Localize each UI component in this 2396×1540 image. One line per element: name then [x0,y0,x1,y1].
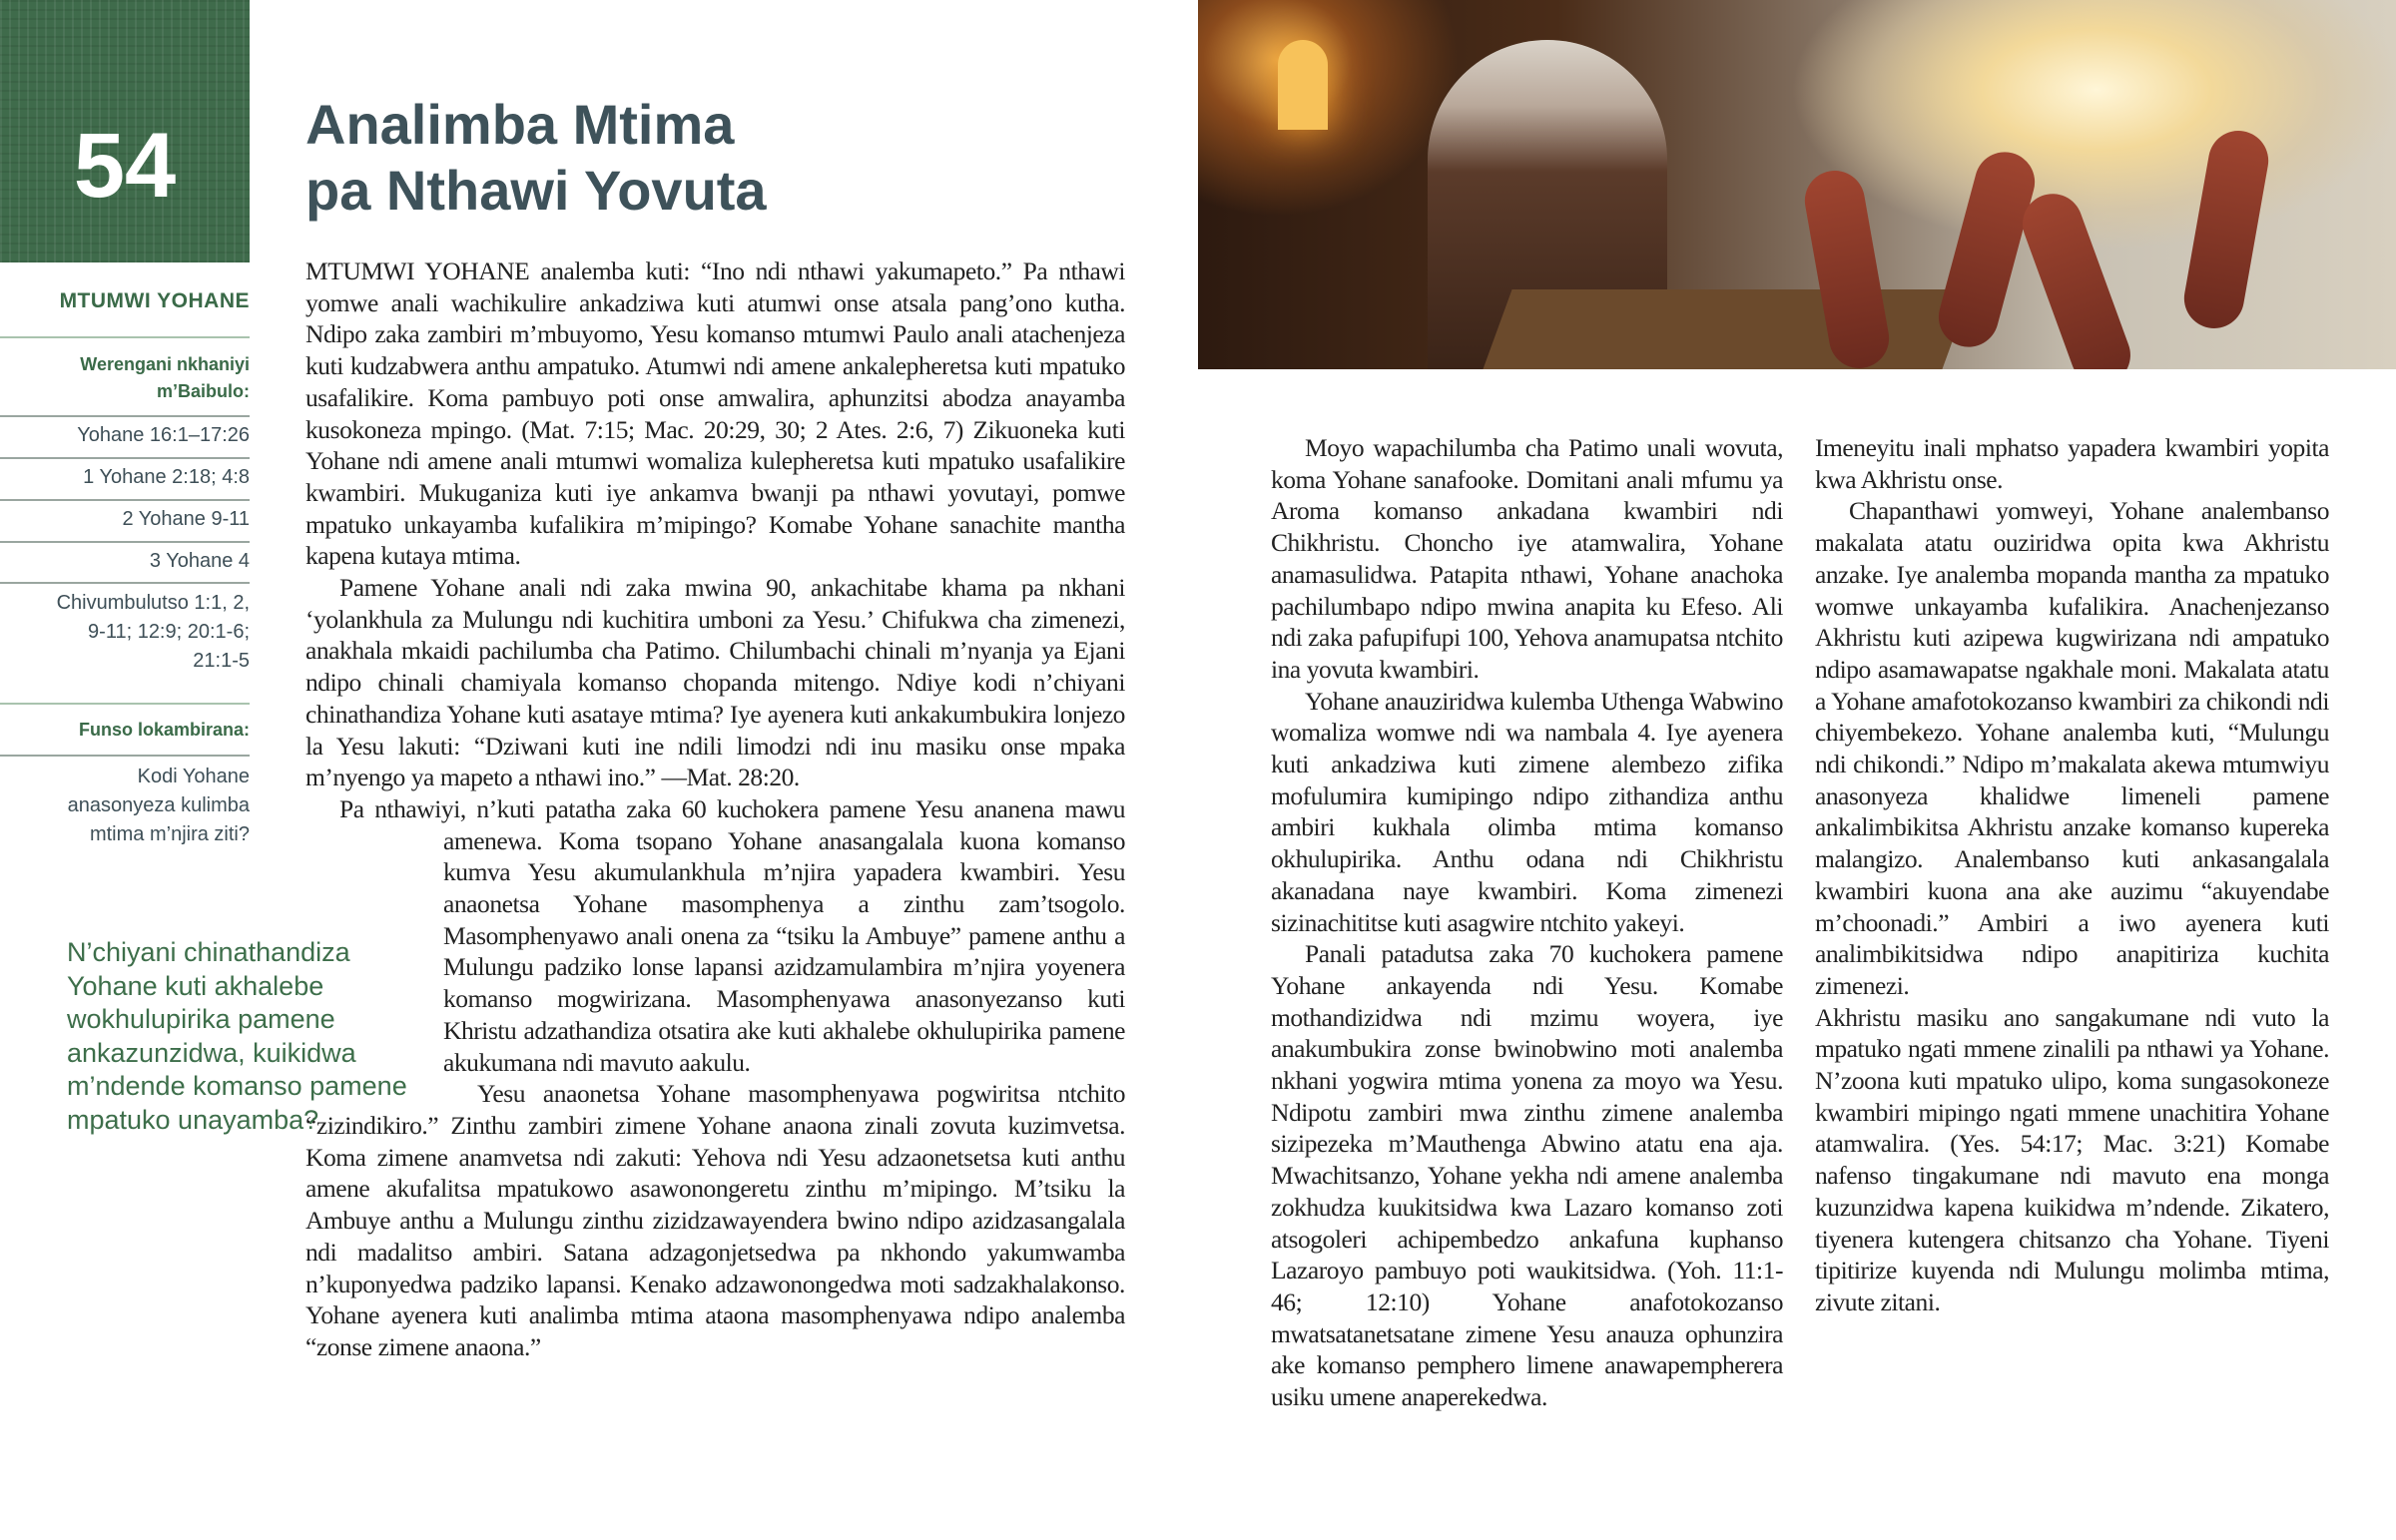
divider [0,415,250,417]
paragraph: MTUMWI YOHANE analemba kuti: “Ino ndi nthawi yakumapeto.” Pa nthawi yomwe anali wachikulire ankadziwa kuti atumwi onse atsala pang’ono kutha. Ndipo zaka zambiri m’mbuyomo, Yesu komanso mtumwi Paulo anali atachenjeza kuti kudzabwera anthu ampatuko. Atumwi ndi amene ankalepheretsa kuti mpatuko usafalikire. Koma pambuyo poti onse amwalira, aphunzitsi abodza anayamba kusokoneza mpingo. (Mat. 7:15; Mac. 20:29, 30; 2 Ates. 2:6, 7) Zikuoneka kuti Yohane ndi amene anali mtumwi womaliza kulepheretsa kuti mpatuko usafalikire kwambiri. Mukuganiza kuti iye ankamva bwanji pa nthawi yovutayi, pomwe mpatuko unkayamba kufalikira m’mipingo? Komabe Yohane sanachite mantha kapena kutaya mtima. [305,257,1125,571]
writing-table [1483,289,1971,369]
body-column-right [1815,432,2329,1318]
reference-item: Chivumbulutso 1:1, 2, 9-11; 12:9; 20:1-6; 21:1-5 [56,592,250,672]
question-label: Funso lokambirana: [78,720,250,740]
paragraph: Imeneyitu inali mphatso yapadera kwambiri yopita kwa Akhristu onse. [1815,433,2329,494]
divider [0,336,250,338]
title-line: Analimba Mtima [305,93,735,156]
apostle-john-vision-illustration [1198,0,2396,369]
sidebar [0,0,250,898]
sidebar-subject: MTUMWI YOHANE [59,289,250,312]
paragraph: Yesu anaonetsa Yohane masomphenyawa pogwiritsa ntchito “zizindikiro.” Zinthu zambiri zimene Yohane anaona zinali zovuta kuzimvetsa. Koma zimene anamvetsa ndi zakuti: Yehova ndi Yesu adzaonetsetsa kuti anthu amene akufalitsa mpatukowo asawonongeretu zinthu m’mipingo. M’tsiku la Ambuye anthu a Mulungu zinthu zizidzawayendera bwino ndipo azidzasangalala ndi madalitso ambiri. Satana adzagonjetsedwa pa nkhondo yakumwamba n’kuponyedwa padziko lapansi. Kenako adzawonongedwa moti sadzakhalakonso. Yohane ayenera kuti analimba mtima ataona masomphenyawa ndipo analemba “zonse zimene anaona.” [305,1079,1125,1361]
dragon-head [2179,126,2273,332]
reference-item: 3 Yohane 4 [149,550,250,572]
pull-quote: N’chiyani chinathandiza Yohane kuti akhalebe wokhulupirika pamene ankazunzidwa, kuikidwa m’ndende komanso pamene mpatuko unayamba? [67,937,407,1135]
paragraph: Pa nthawiyi, n’kuti patatha zaka 60 kuchokera pamene Yesu ananena mawu amenewa. Koma tsopano Yohane anasangalala kuona komanso kumva Yesu akumulankhula m’njira yapadera kwambiri. Yesu anaonetsa Yohane masomphenya a zinthu zam’tsogolo. Masomphenyawo anali onena za “tsiku la Ambuye” pamene anthu a Mulungu padziko lonse lapansi azidzamulambira m’njira yoyenera komanso mogwirizana. Masomphenyawa anasonyezanso kuti Khristu adzathandiza otsatira ake kuti akhalebe okhulupirika pamene akukumana ndi mavuto aakulu. [339,793,1125,1077]
paragraph: Pamene Yohane anali ndi zaka mwina 90, ankachitabe khama pa nkhani ‘yolankhula za Mulungu ndi kuchitira umboni za Yesu.’ Chifukwa cha zimenezi, anakhala mkaidi pachilumba cha Patimo. Chilumbachi chinali m’nyanja ya Ejani ndipo chinali chamiyala komanso chopanda mitengo. Ndiye kodi n’chiyani chinathandiza Yohane kuti asataye mtima? Iye ayenera kuti ankakumbukira lonjezo la Yesu lakuti: “Dziwani kuti ine ndili limodzi ndi inu masiku onse mpaka m’nyengo ya mapeto a nthawi ino.” —Mat. 28:20. [305,573,1125,792]
divider [0,499,250,501]
lamp-light-icon [1278,40,1328,130]
reference-item: Yohane 16:1–17:26 [77,424,250,446]
dragon-head [1932,146,2042,354]
discussion-question: Kodi Yohane anasonyeza kulimba mtima m’njira ziti? [67,766,250,845]
chapter-number: 54 [73,115,177,217]
paragraph: Chapanthawi yomweyi, Yohane analembanso makalata atatu ouziridwa opita kwa Akhristu anzake. Iye analemba mopanda mantha za mpatuko womwe unkayamba kufalikira. Anachenjezanso Akhristu kuti azipewa kugwirizana ndi ampatuko ndipo asamawapatse ngakhale moni. Makalata atatu a Yohane amafotokozanso kwambiri za chikondi ndi chiyembekezo. Yohane analemba kuti, “Mulungu ndi chikondi.” Ndipo m’makalata akewa mtumwiyu anasonyeza khalidwe limeneli pamene ankalimbikitsa Akhristu anzake komanso kupereka malangizo. Analembanso kuti ankasangalala kwambiri kuona ana ake auzimu “akuyendabe m’choonadi.” Ambiri a iwo ayenera kuti analimbikitsidwa ndipo anapitiriza kuchita zimenezi. [1815,496,2329,1000]
divider [0,703,250,705]
reference-item: 2 Yohane 9-11 [122,508,250,530]
divider [0,457,250,459]
body-column-middle [1271,432,1783,1413]
divider [0,755,250,757]
page-title [305,92,767,224]
paragraph: Yohane anauziridwa kulemba Uthenga Wabwino womaliza womwe ndi wa nambala 4. Iye ayenera kuti ankadziwa kuti zimene alembezo zifika mofulumira kumipingo ndipo zithandiza anthu ambiri kukhala olimba mtima komanso okhulupirika. Anthu odana ndi Chikhristu akanadana naye kwambiri. Koma zimenezi sizinachititse kuti asagwire ntchito yakeyi. [1271,686,1783,937]
dragon-head [2015,186,2139,369]
reading-label: Werengani nkhaniyi m’Baibulo: [80,354,250,401]
reference-item: 1 Yohane 2:18; 4:8 [83,466,250,488]
paragraph: Moyo wapachilumba cha Patimo unali wovuta, koma Yohane sanafooke. Domitani anali mfumu ya Aroma komanso ankadana kwambiri ndi Chikhristu. Choncho iye atamwalira, Yohane anamasulidwa. Patapita nthawi, Yohane anachoka pachilumbapo ndipo mwina anapita ku Efeso. Ali ndi zaka pafupifupi 100, Yehova anamupatsa ntchito ina yovuta kwambiri. [1271,433,1783,684]
divider [0,582,250,584]
divider [0,541,250,543]
body-column-left [305,256,1125,1363]
title-line: pa Nthawi Yovuta [305,159,767,222]
paragraph: Panali patadutsa zaka 70 kuchokera pamene Yohane ankayenda ndi Yesu. Komabe mothandizidwa ndi mzimu woyera, iye anakumbukira zonse bwinobwino moti analemba nkhani yogwira mtima yonena za moyo wa Yesu. Ndipotu zambiri mwa zinthu zimene analemba sizipezeka m’Mauthenga Abwino atatu ena aja. Mwachitsanzo, Yohane yekha ndi amene analemba zokhudza kuukitsidwa kwa Lazaro komanso zoti atsogoleri achipembedzo ankafuna kuphanso Lazaroyo pambuyo poti waukitsidwa. (Yoh. 11:1-46; 12:10) Yohane anafotokozanso mwatsatanetsatane zimene Yesu anauza ophunzira ake komanso pemphero limene anawapempherera usiku umene anaperekedwa. [1271,939,1783,1412]
paragraph: Akhristu masiku ano sangakumane ndi vuto la mpatuko ngati mmene zinalili pa nthawi ya Yohane. N’zoona kuti mpatuko ulipo, koma sungasokoneze kwambiri mipingo ngati mmene unachitira Yohane atamwalira. (Yes. 54:17; Mac. 3:21) Komabe nafenso tingakumane ndi mavuto ena monga kuzunzidwa kapena kuikidwa m’ndende. Zikatero, tiyenera kutengera chitsanzo cha Yohane. Tiyeni tipitirize kuyenda ndi Mulungu molimba mtima, zivute zitani. [1815,1002,2329,1316]
